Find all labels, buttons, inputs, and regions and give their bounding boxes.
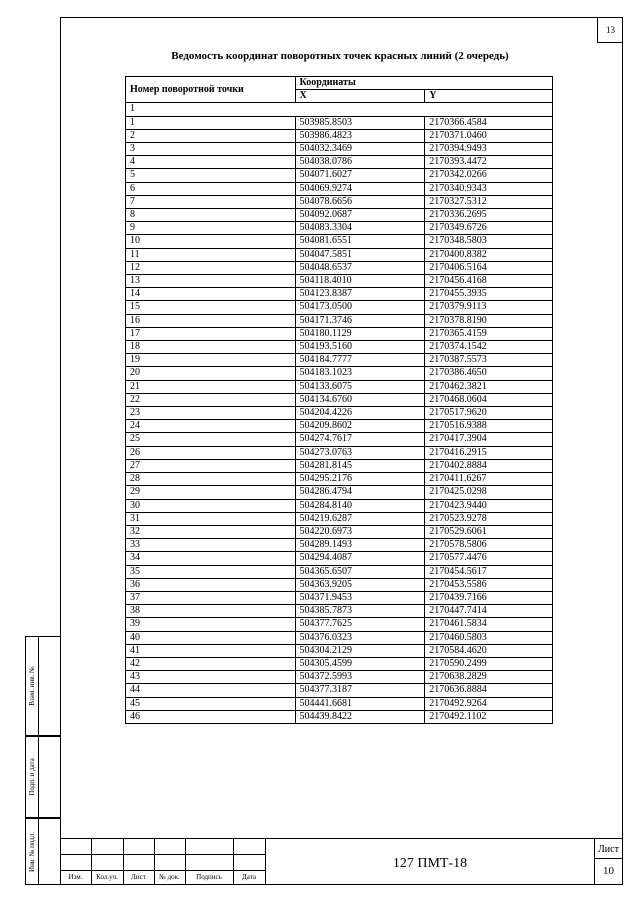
y-coordinate-cell: 2170425.0298 bbox=[425, 486, 553, 499]
x-coordinate-cell: 504295.2176 bbox=[295, 473, 425, 486]
point-number-cell: 31 bbox=[126, 512, 296, 525]
point-number-cell: 18 bbox=[126, 341, 296, 354]
x-coordinate-cell: 504180.1129 bbox=[295, 327, 425, 340]
table-row bbox=[126, 671, 553, 684]
table-row bbox=[126, 433, 553, 446]
y-coordinate-cell: 2170577.4476 bbox=[425, 552, 553, 565]
table-row bbox=[126, 314, 553, 327]
y-coordinate-cell: 2170336.2695 bbox=[425, 209, 553, 222]
y-coordinate-cell: 2170340.9343 bbox=[425, 182, 553, 195]
point-number-cell: 5 bbox=[126, 169, 296, 182]
table-row bbox=[126, 644, 553, 657]
table-row bbox=[126, 565, 553, 578]
table-row bbox=[126, 367, 553, 380]
top-page-number: 13 bbox=[597, 17, 623, 43]
y-coordinate-cell: 2170516.9388 bbox=[425, 420, 553, 433]
point-number-cell: 29 bbox=[126, 486, 296, 499]
y-coordinate-cell: 2170468.0604 bbox=[425, 393, 553, 406]
table-row bbox=[126, 222, 553, 235]
x-coordinate-cell: 504274.7617 bbox=[295, 433, 425, 446]
x-coordinate-cell: 504092.0687 bbox=[295, 209, 425, 222]
caption-doc-number: № док. bbox=[159, 873, 180, 881]
point-number-cell: 28 bbox=[126, 473, 296, 486]
point-number-cell: 24 bbox=[126, 420, 296, 433]
x-coordinate-cell: 504183.1023 bbox=[295, 367, 425, 380]
x-coordinate-cell: 504038.0786 bbox=[295, 156, 425, 169]
point-number-cell: 23 bbox=[126, 407, 296, 420]
point-number-cell: 35 bbox=[126, 565, 296, 578]
point-number-cell: 22 bbox=[126, 393, 296, 406]
x-coordinate-cell: 504220.6973 bbox=[295, 525, 425, 538]
y-coordinate-cell: 2170365.4159 bbox=[425, 327, 553, 340]
point-number-cell: 17 bbox=[126, 327, 296, 340]
table-row bbox=[126, 195, 553, 208]
caption-signature: Подпись bbox=[196, 873, 222, 881]
x-coordinate-cell: 504273.0763 bbox=[295, 446, 425, 459]
point-number-cell: 6 bbox=[126, 182, 296, 195]
header-x: X bbox=[295, 90, 425, 103]
table-row bbox=[126, 407, 553, 420]
x-coordinate-cell: 504193.5160 bbox=[295, 341, 425, 354]
table-row bbox=[126, 393, 553, 406]
table-row bbox=[126, 512, 553, 525]
table-row bbox=[126, 248, 553, 261]
y-coordinate-cell: 2170590.2499 bbox=[425, 657, 553, 670]
table-row bbox=[126, 301, 553, 314]
y-coordinate-cell: 2170636.8884 bbox=[425, 684, 553, 697]
x-coordinate-cell: 503986.4823 bbox=[295, 129, 425, 142]
y-coordinate-cell: 2170423.9440 bbox=[425, 499, 553, 512]
table-row bbox=[126, 275, 553, 288]
x-coordinate-cell: 504371.9453 bbox=[295, 591, 425, 604]
point-number-cell: 33 bbox=[126, 539, 296, 552]
point-number-cell: 7 bbox=[126, 195, 296, 208]
table-row bbox=[126, 116, 553, 129]
y-coordinate-cell: 2170462.3821 bbox=[425, 380, 553, 393]
x-coordinate-cell: 504081.6551 bbox=[295, 235, 425, 248]
y-coordinate-cell: 2170387.5573 bbox=[425, 354, 553, 367]
table-row bbox=[126, 446, 553, 459]
side-label-inv: Инв. № подл. bbox=[28, 831, 36, 872]
point-number-cell: 32 bbox=[126, 525, 296, 538]
point-number-cell: 14 bbox=[126, 288, 296, 301]
x-coordinate-cell: 503985.8503 bbox=[295, 116, 425, 129]
side-label-vzam: Взам. инв. № bbox=[28, 666, 36, 706]
point-number-cell: 2 bbox=[126, 129, 296, 142]
x-coordinate-cell: 504441.6681 bbox=[295, 697, 425, 710]
y-coordinate-cell: 2170517.9620 bbox=[425, 407, 553, 420]
document-title: Ведомость координат поворотных точек красных линий (2 очередь) bbox=[171, 50, 509, 62]
document-code: 127 ПМТ-18 bbox=[392, 856, 468, 871]
point-number-cell: 3 bbox=[126, 143, 296, 156]
x-coordinate-cell: 504385.7873 bbox=[295, 605, 425, 618]
caption-izm: Изм. bbox=[68, 873, 83, 881]
point-number-cell: 4 bbox=[126, 156, 296, 169]
side-cell-inv bbox=[25, 818, 60, 885]
y-coordinate-cell: 2170447.7414 bbox=[425, 605, 553, 618]
group-row: 1 bbox=[126, 103, 553, 116]
x-coordinate-cell: 504304.2129 bbox=[295, 644, 425, 657]
y-coordinate-cell: 2170366.4584 bbox=[425, 116, 553, 129]
caption-date: Дата bbox=[242, 873, 256, 881]
point-number-cell: 12 bbox=[126, 261, 296, 274]
x-coordinate-cell: 504047.5851 bbox=[295, 248, 425, 261]
x-coordinate-cell: 504173.0500 bbox=[295, 301, 425, 314]
x-coordinate-cell: 504439.8422 bbox=[295, 710, 425, 723]
y-coordinate-cell: 2170342.0266 bbox=[425, 169, 553, 182]
x-coordinate-cell: 504294.4087 bbox=[295, 552, 425, 565]
table-row bbox=[126, 486, 553, 499]
x-coordinate-cell: 504365.6507 bbox=[295, 565, 425, 578]
table-row bbox=[126, 143, 553, 156]
y-coordinate-cell: 2170417.3904 bbox=[425, 433, 553, 446]
table-row bbox=[126, 631, 553, 644]
y-coordinate-cell: 2170402.8884 bbox=[425, 459, 553, 472]
y-coordinate-cell: 2170453.5586 bbox=[425, 578, 553, 591]
point-number-cell: 8 bbox=[126, 209, 296, 222]
point-number-cell: 9 bbox=[126, 222, 296, 235]
x-coordinate-cell: 504171.3746 bbox=[295, 314, 425, 327]
sheet-label: Лист bbox=[598, 844, 619, 855]
x-coordinate-cell: 504123.8387 bbox=[295, 288, 425, 301]
y-coordinate-cell: 2170584.4620 bbox=[425, 644, 553, 657]
table-row bbox=[126, 710, 553, 723]
side-label-podp: Подп. и дата bbox=[28, 758, 36, 796]
y-coordinate-cell: 2170386.4650 bbox=[425, 367, 553, 380]
y-coordinate-cell: 2170348.5803 bbox=[425, 235, 553, 248]
table-row bbox=[126, 578, 553, 591]
table-row bbox=[126, 473, 553, 486]
point-number-cell: 39 bbox=[126, 618, 296, 631]
point-number-cell: 21 bbox=[126, 380, 296, 393]
point-number-cell: 13 bbox=[126, 275, 296, 288]
point-number-cell: 16 bbox=[126, 314, 296, 327]
x-coordinate-cell: 504377.3187 bbox=[295, 684, 425, 697]
table-row bbox=[126, 288, 553, 301]
y-coordinate-cell: 2170529.6061 bbox=[425, 525, 553, 538]
x-coordinate-cell: 504069.9274 bbox=[295, 182, 425, 195]
table-row bbox=[126, 684, 553, 697]
point-number-cell: 41 bbox=[126, 644, 296, 657]
y-coordinate-cell: 2170578.5806 bbox=[425, 539, 553, 552]
point-number-cell: 37 bbox=[126, 591, 296, 604]
table-row bbox=[126, 459, 553, 472]
table-row bbox=[126, 235, 553, 248]
point-number-cell: 10 bbox=[126, 235, 296, 248]
side-cell-podp bbox=[25, 736, 60, 818]
table-row bbox=[126, 341, 553, 354]
caption-list: Лист bbox=[131, 873, 146, 881]
table-row bbox=[126, 499, 553, 512]
y-coordinate-cell: 2170379.9113 bbox=[425, 301, 553, 314]
x-coordinate-cell: 504281.8145 bbox=[295, 459, 425, 472]
y-coordinate-cell: 2170492.9264 bbox=[425, 697, 553, 710]
point-number-cell: 1 bbox=[126, 116, 296, 129]
table-row bbox=[126, 354, 553, 367]
x-coordinate-cell: 504219.6287 bbox=[295, 512, 425, 525]
x-coordinate-cell: 504071.6027 bbox=[295, 169, 425, 182]
y-coordinate-cell: 2170492.1102 bbox=[425, 710, 553, 723]
point-number-cell: 36 bbox=[126, 578, 296, 591]
y-coordinate-cell: 2170523.9278 bbox=[425, 512, 553, 525]
x-coordinate-cell: 504204.4226 bbox=[295, 407, 425, 420]
x-coordinate-cell: 504289.1493 bbox=[295, 539, 425, 552]
table-row bbox=[126, 552, 553, 565]
x-coordinate-cell: 504284.8140 bbox=[295, 499, 425, 512]
point-number-cell: 25 bbox=[126, 433, 296, 446]
point-number-cell: 27 bbox=[126, 459, 296, 472]
y-coordinate-cell: 2170454.5617 bbox=[425, 565, 553, 578]
header-coordinates: Координаты bbox=[295, 77, 552, 90]
table-row bbox=[126, 605, 553, 618]
x-coordinate-cell: 504209.8602 bbox=[295, 420, 425, 433]
table-row bbox=[126, 169, 553, 182]
x-coordinate-cell: 504134.6760 bbox=[295, 393, 425, 406]
x-coordinate-cell: 504184.7777 bbox=[295, 354, 425, 367]
x-coordinate-cell: 504118.4010 bbox=[295, 275, 425, 288]
table-row bbox=[126, 182, 553, 195]
x-coordinate-cell: 504078.6656 bbox=[295, 195, 425, 208]
y-coordinate-cell: 2170411.6267 bbox=[425, 473, 553, 486]
y-coordinate-cell: 2170456.4168 bbox=[425, 275, 553, 288]
table-row bbox=[126, 261, 553, 274]
point-number-cell: 40 bbox=[126, 631, 296, 644]
point-number-cell: 26 bbox=[126, 446, 296, 459]
y-coordinate-cell: 2170638.2829 bbox=[425, 671, 553, 684]
sheet-number: 10 bbox=[603, 865, 614, 877]
x-coordinate-cell: 504376.0323 bbox=[295, 631, 425, 644]
x-coordinate-cell: 504048.6537 bbox=[295, 261, 425, 274]
table-row bbox=[126, 420, 553, 433]
x-coordinate-cell: 504305.4599 bbox=[295, 657, 425, 670]
point-number-cell: 11 bbox=[126, 248, 296, 261]
point-number-cell: 20 bbox=[126, 367, 296, 380]
table-row bbox=[126, 697, 553, 710]
point-number-cell: 43 bbox=[126, 671, 296, 684]
point-number-cell: 30 bbox=[126, 499, 296, 512]
x-coordinate-cell: 504032.3469 bbox=[295, 143, 425, 156]
point-number-cell: 45 bbox=[126, 697, 296, 710]
point-number-cell: 38 bbox=[126, 605, 296, 618]
table-row bbox=[126, 209, 553, 222]
header-y: Y bbox=[425, 90, 553, 103]
point-number-cell: 19 bbox=[126, 354, 296, 367]
y-coordinate-cell: 2170406.5164 bbox=[425, 261, 553, 274]
coordinates-table bbox=[125, 76, 553, 724]
y-coordinate-cell: 2170327.5312 bbox=[425, 195, 553, 208]
y-coordinate-cell: 2170460.5803 bbox=[425, 631, 553, 644]
side-stamp bbox=[25, 636, 60, 885]
y-coordinate-cell: 2170439.7166 bbox=[425, 591, 553, 604]
y-coordinate-cell: 2170378.8190 bbox=[425, 314, 553, 327]
table-row bbox=[126, 129, 553, 142]
point-number-cell: 46 bbox=[126, 710, 296, 723]
point-number-cell: 15 bbox=[126, 301, 296, 314]
table-row bbox=[126, 327, 553, 340]
table-row bbox=[126, 539, 553, 552]
y-coordinate-cell: 2170400.8382 bbox=[425, 248, 553, 261]
header-point-number: Номер поворотной точки bbox=[126, 77, 296, 103]
y-coordinate-cell: 2170374.1542 bbox=[425, 341, 553, 354]
table-row bbox=[126, 380, 553, 393]
y-coordinate-cell: 2170461.5834 bbox=[425, 618, 553, 631]
point-number-cell: 44 bbox=[126, 684, 296, 697]
table-row bbox=[126, 156, 553, 169]
y-coordinate-cell: 2170393.4472 bbox=[425, 156, 553, 169]
y-coordinate-cell: 2170371.0460 bbox=[425, 129, 553, 142]
y-coordinate-cell: 2170394.9493 bbox=[425, 143, 553, 156]
caption-kolich: Кол.уч. bbox=[96, 873, 118, 881]
table-row bbox=[126, 657, 553, 670]
table-row bbox=[126, 525, 553, 538]
table-row bbox=[126, 618, 553, 631]
y-coordinate-cell: 2170455.3935 bbox=[425, 288, 553, 301]
y-coordinate-cell: 2170349.6726 bbox=[425, 222, 553, 235]
x-coordinate-cell: 504286.4794 bbox=[295, 486, 425, 499]
x-coordinate-cell: 504363.9205 bbox=[295, 578, 425, 591]
side-cell-vzam bbox=[25, 636, 60, 736]
y-coordinate-cell: 2170416.2915 bbox=[425, 446, 553, 459]
point-number-cell: 34 bbox=[126, 552, 296, 565]
point-number-cell: 42 bbox=[126, 657, 296, 670]
table-row bbox=[126, 591, 553, 604]
x-coordinate-cell: 504377.7625 bbox=[295, 618, 425, 631]
x-coordinate-cell: 504083.3304 bbox=[295, 222, 425, 235]
x-coordinate-cell: 504372.5993 bbox=[295, 671, 425, 684]
x-coordinate-cell: 504133.6075 bbox=[295, 380, 425, 393]
